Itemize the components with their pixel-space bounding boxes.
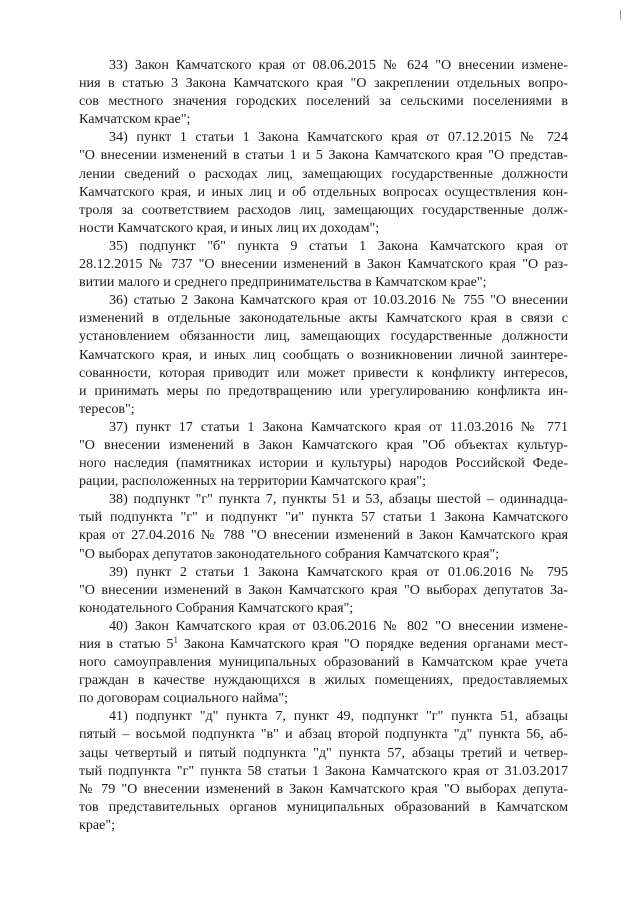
text-line: Камчатском крае"; xyxy=(79,111,191,128)
text-line: тов представительных органов муниципальных образований в Камчатском xyxy=(79,798,568,815)
text-line: граждан в качестве нуждающихся в жилых помещениях, предоставляемых xyxy=(79,672,568,689)
list-item-35 xyxy=(79,237,568,291)
text-line: установлением обязанности лиц, замещающих государственные должности xyxy=(79,328,568,345)
text-line: Камчатского края, и иных лиц и об отдельных вопросах осуществления кон- xyxy=(79,183,568,200)
text-line: Камчатского края, и иных лиц сообщать о возникновении личной заинтере- xyxy=(79,346,568,363)
text-line: троля за соответствием расходов лиц, замещающих государственные долж- xyxy=(79,201,568,218)
text-line: ного наследия (памятниках истории и культуры) народов Российской Феде- xyxy=(79,455,568,472)
text-line: 36) статью 2 Закона Камчатского края от 10.03.2016 № 755 "О внесении xyxy=(109,292,568,309)
text-line: конодательного Собрания Камчатского края"; xyxy=(79,599,354,616)
text-line: 33) Закон Камчатского края от 08.06.2015 № 624 "О внесении измене- xyxy=(109,57,568,73)
text-line: 39) пункт 2 статьи 1 Закона Камчатского края от 01.06.2016 № 795 xyxy=(109,563,568,580)
text-line: "О внесении изменений в Закон Камчатского края "О выборах депутатов За- xyxy=(79,581,568,598)
text-fragment: ния в статью 5 xyxy=(79,636,174,652)
text-line: 28.12.2015 № 737 "О внесении изменений в Закон Камчатского края "О раз- xyxy=(79,256,568,273)
text-line: 40) Закон Камчатского края от 03.06.2016 № 802 "О внесении измене- xyxy=(109,617,568,634)
text-fragment: самоуправления муниципальных образований в Камчатском крае учета xyxy=(113,654,568,671)
text-fragment: ного xyxy=(79,654,114,671)
text-line-with-superscript xyxy=(79,635,568,653)
text-line: 41) подпункт "д" пункта 7, пункт 49, подпункт "г" пункта 51, абзацы xyxy=(109,708,568,725)
text-line: края от 27.04.2016 № 788 "О внесении изменений в Закон Камчатского края xyxy=(79,527,568,544)
text-line: крае"; xyxy=(79,816,116,833)
text-line: 35) подпункт "б" пункта 9 статьи 1 Закона Камчатского края от xyxy=(109,237,568,254)
text-line: изменений в отдельные законодательные акты Камчатского края в связи с xyxy=(79,310,568,327)
list-item-41 xyxy=(79,707,568,834)
list-item-34 xyxy=(79,128,568,237)
text-line: сов местного значения городских поселений за сельскими поселениями в xyxy=(79,93,568,110)
text-line: витии малого и среднего предпринимательства в Камчатском крае"; xyxy=(79,274,487,291)
text-line: ности Камчатского края, и иных лиц их доходам"; xyxy=(79,219,380,236)
text-line: "О внесении изменений в статьи 1 и 5 Закона Камчатского края "О представ- xyxy=(79,147,568,164)
list-item-36 xyxy=(79,291,568,418)
text-line: тересов"; xyxy=(79,400,135,417)
text-line: 38) подпункт "г" пункта 7, пункты 51 и 53, абзацы шестой – одиннадца- xyxy=(109,491,568,508)
text-line: "О выборах депутатов законодательного собрания Камчатского края"; xyxy=(79,545,500,562)
text-line: пятый – восьмой подпункта "в" и абзац второй подпункта "д" пункта 56, аб- xyxy=(79,726,568,743)
list-item-38 xyxy=(79,490,568,562)
text-line: 34) пункт 1 статьи 1 Закона Камчатского края от 07.12.2015 № 724 xyxy=(109,129,568,146)
text-line: по договорам социального найма"; xyxy=(79,690,289,707)
text-line xyxy=(79,653,568,671)
text-fragment: Закона Камчатского края "О порядке ведения органами мест- xyxy=(177,636,568,652)
list-item-40 xyxy=(79,617,568,707)
scan-mark xyxy=(620,10,621,20)
list-item-37 xyxy=(79,418,568,490)
text-line: 37) пункт 17 статьи 1 Закона Камчатского края от 11.03.2016 № 771 xyxy=(109,418,568,435)
text-line: ния в статью 3 Закона Камчатского края "О закреплении отдельных вопро- xyxy=(79,75,568,92)
superscript: 1 xyxy=(173,635,178,645)
list-item-39 xyxy=(79,563,568,617)
list-item-33 xyxy=(79,56,568,128)
text-line: № 79 "О внесении изменений в Закон Камчатского края "О выборах депута- xyxy=(79,780,568,797)
text-line: зацы четвертый и пятый подпункта "д" пункта 57, абзацы третий и четвер- xyxy=(79,744,568,761)
text-line: рации, расположенных на территории Камчатского края"; xyxy=(79,473,427,490)
text-line: "О внесении изменений в Закон Камчатского края "Об объектах культур- xyxy=(79,436,568,453)
text-line: лении сведений о расходах лиц, замещающих государственные должности xyxy=(79,165,568,182)
text-line: тый подпункта "г" и подпункт "и" пункта 57 статьи 1 Закона Камчатского xyxy=(79,509,568,526)
document-body xyxy=(79,56,568,834)
text-line: сованности, которая приводит или может привести к конфликту интересов, xyxy=(79,364,568,381)
text-line: и принимать меры по предотвращению или урегулированию конфликта ин- xyxy=(79,382,568,399)
text-line: тый подпункта "г" пункта 58 статьи 1 Закона Камчатского края от 31.03.2017 xyxy=(79,762,568,779)
